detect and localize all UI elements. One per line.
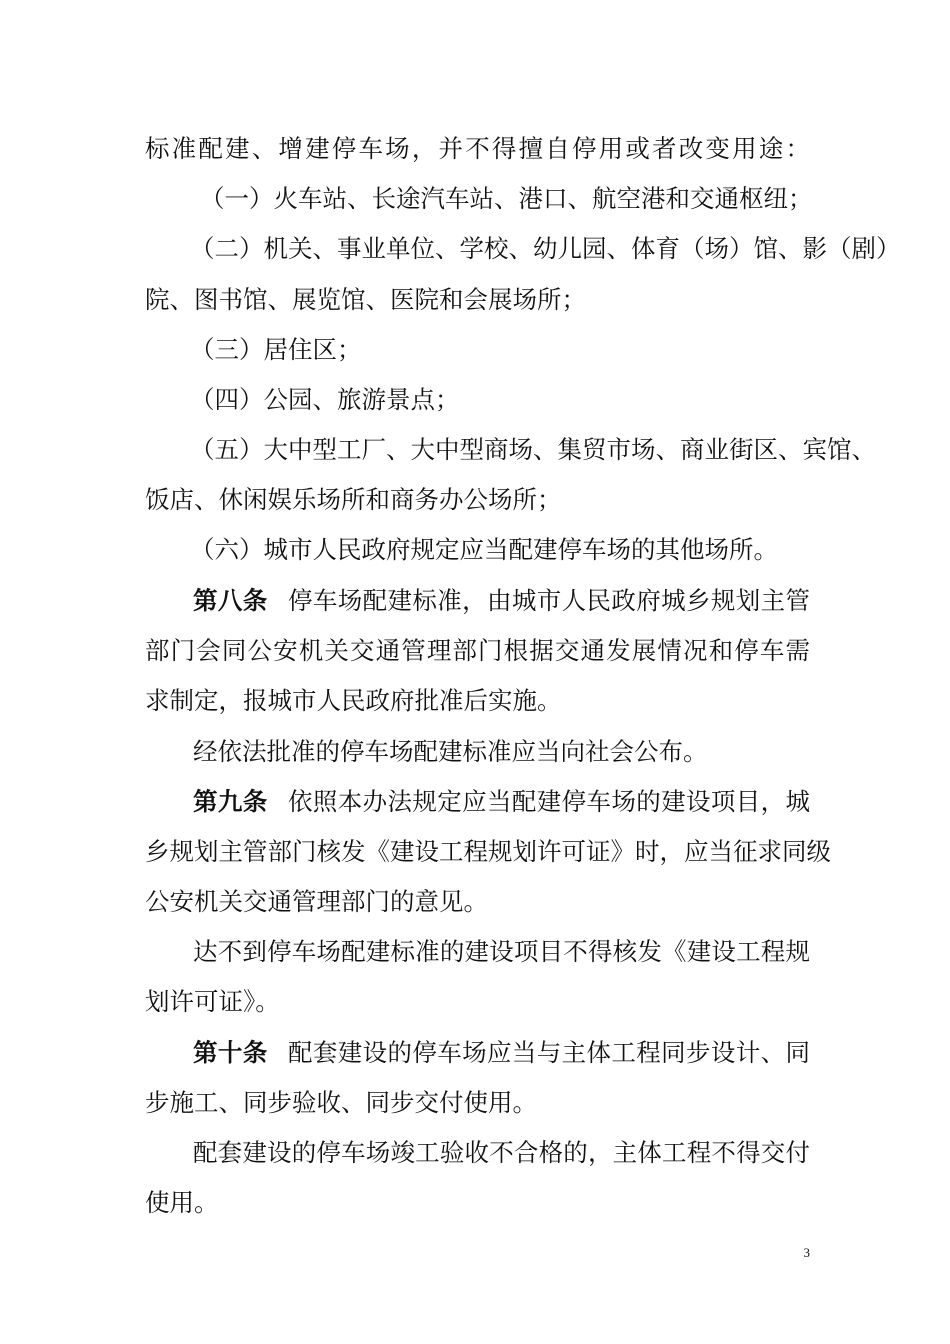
- list-item-continuation: 院、图书馆、展览馆、医院和会展场所；: [145, 285, 586, 314]
- paragraph-line: 达不到停车场配建标准的建设项目不得核发《建设工程规: [193, 937, 810, 966]
- paragraph-line: 求制定，报城市人民政府批准后实施。: [145, 686, 562, 715]
- article-9-first-line: 第九条 依照本办法规定应当配建停车场的建设项目，城: [193, 787, 810, 816]
- list-item: （二）机关、事业单位、学校、幼儿园、体育（场）馆、影（剧）: [190, 234, 901, 263]
- paragraph-line: 乡规划主管部门核发《建设工程规划许可证》时，应当征求同级: [145, 837, 831, 866]
- article-heading: 第八条: [193, 586, 268, 615]
- article-heading: 第十条: [193, 1038, 268, 1067]
- list-item: （六）城市人民政府规定应当配建停车场的其他场所。: [190, 535, 778, 564]
- paragraph-line: 配套建设的停车场竣工验收不合格的，主体工程不得交付: [193, 1138, 810, 1167]
- list-item: （三）居住区；: [190, 335, 362, 364]
- paragraph-line: 划许可证》。: [145, 987, 280, 1016]
- article-heading: 第九条: [193, 787, 268, 816]
- paragraph-line: 标准配建、增建停车场，并不得擅自停用或者改变用途：: [145, 134, 810, 163]
- list-item: （一）火车站、长途汽车站、港口、航空港和交通枢纽；: [200, 184, 813, 213]
- list-item: （五）大中型工厂、大中型商场、集贸市场、商业街区、宾馆、: [190, 435, 876, 464]
- article-10-first-line: 第十条 配套建设的停车场应当与主体工程同步设计、同: [193, 1038, 810, 1067]
- paragraph-line: 部门会同公安机关交通管理部门根据交通发展情况和停车需: [145, 636, 810, 665]
- paragraph-line: 使用。: [145, 1188, 219, 1217]
- list-item-continuation: 饭店、休闲娱乐场所和商务办公场所；: [145, 485, 562, 514]
- page-number: 3: [803, 1245, 810, 1260]
- list-item: （四）公园、旅游景点；: [190, 385, 460, 414]
- paragraph-line: 公安机关交通管理部门的意见。: [145, 887, 488, 916]
- paragraph-line: 步施工、同步验收、同步交付使用。: [145, 1088, 537, 1117]
- article-8-first-line: 第八条 停车场配建标准，由城市人民政府城乡规划主管: [193, 586, 810, 615]
- paragraph-line: 经依法批准的停车场配建标准应当向社会公布。: [193, 737, 708, 766]
